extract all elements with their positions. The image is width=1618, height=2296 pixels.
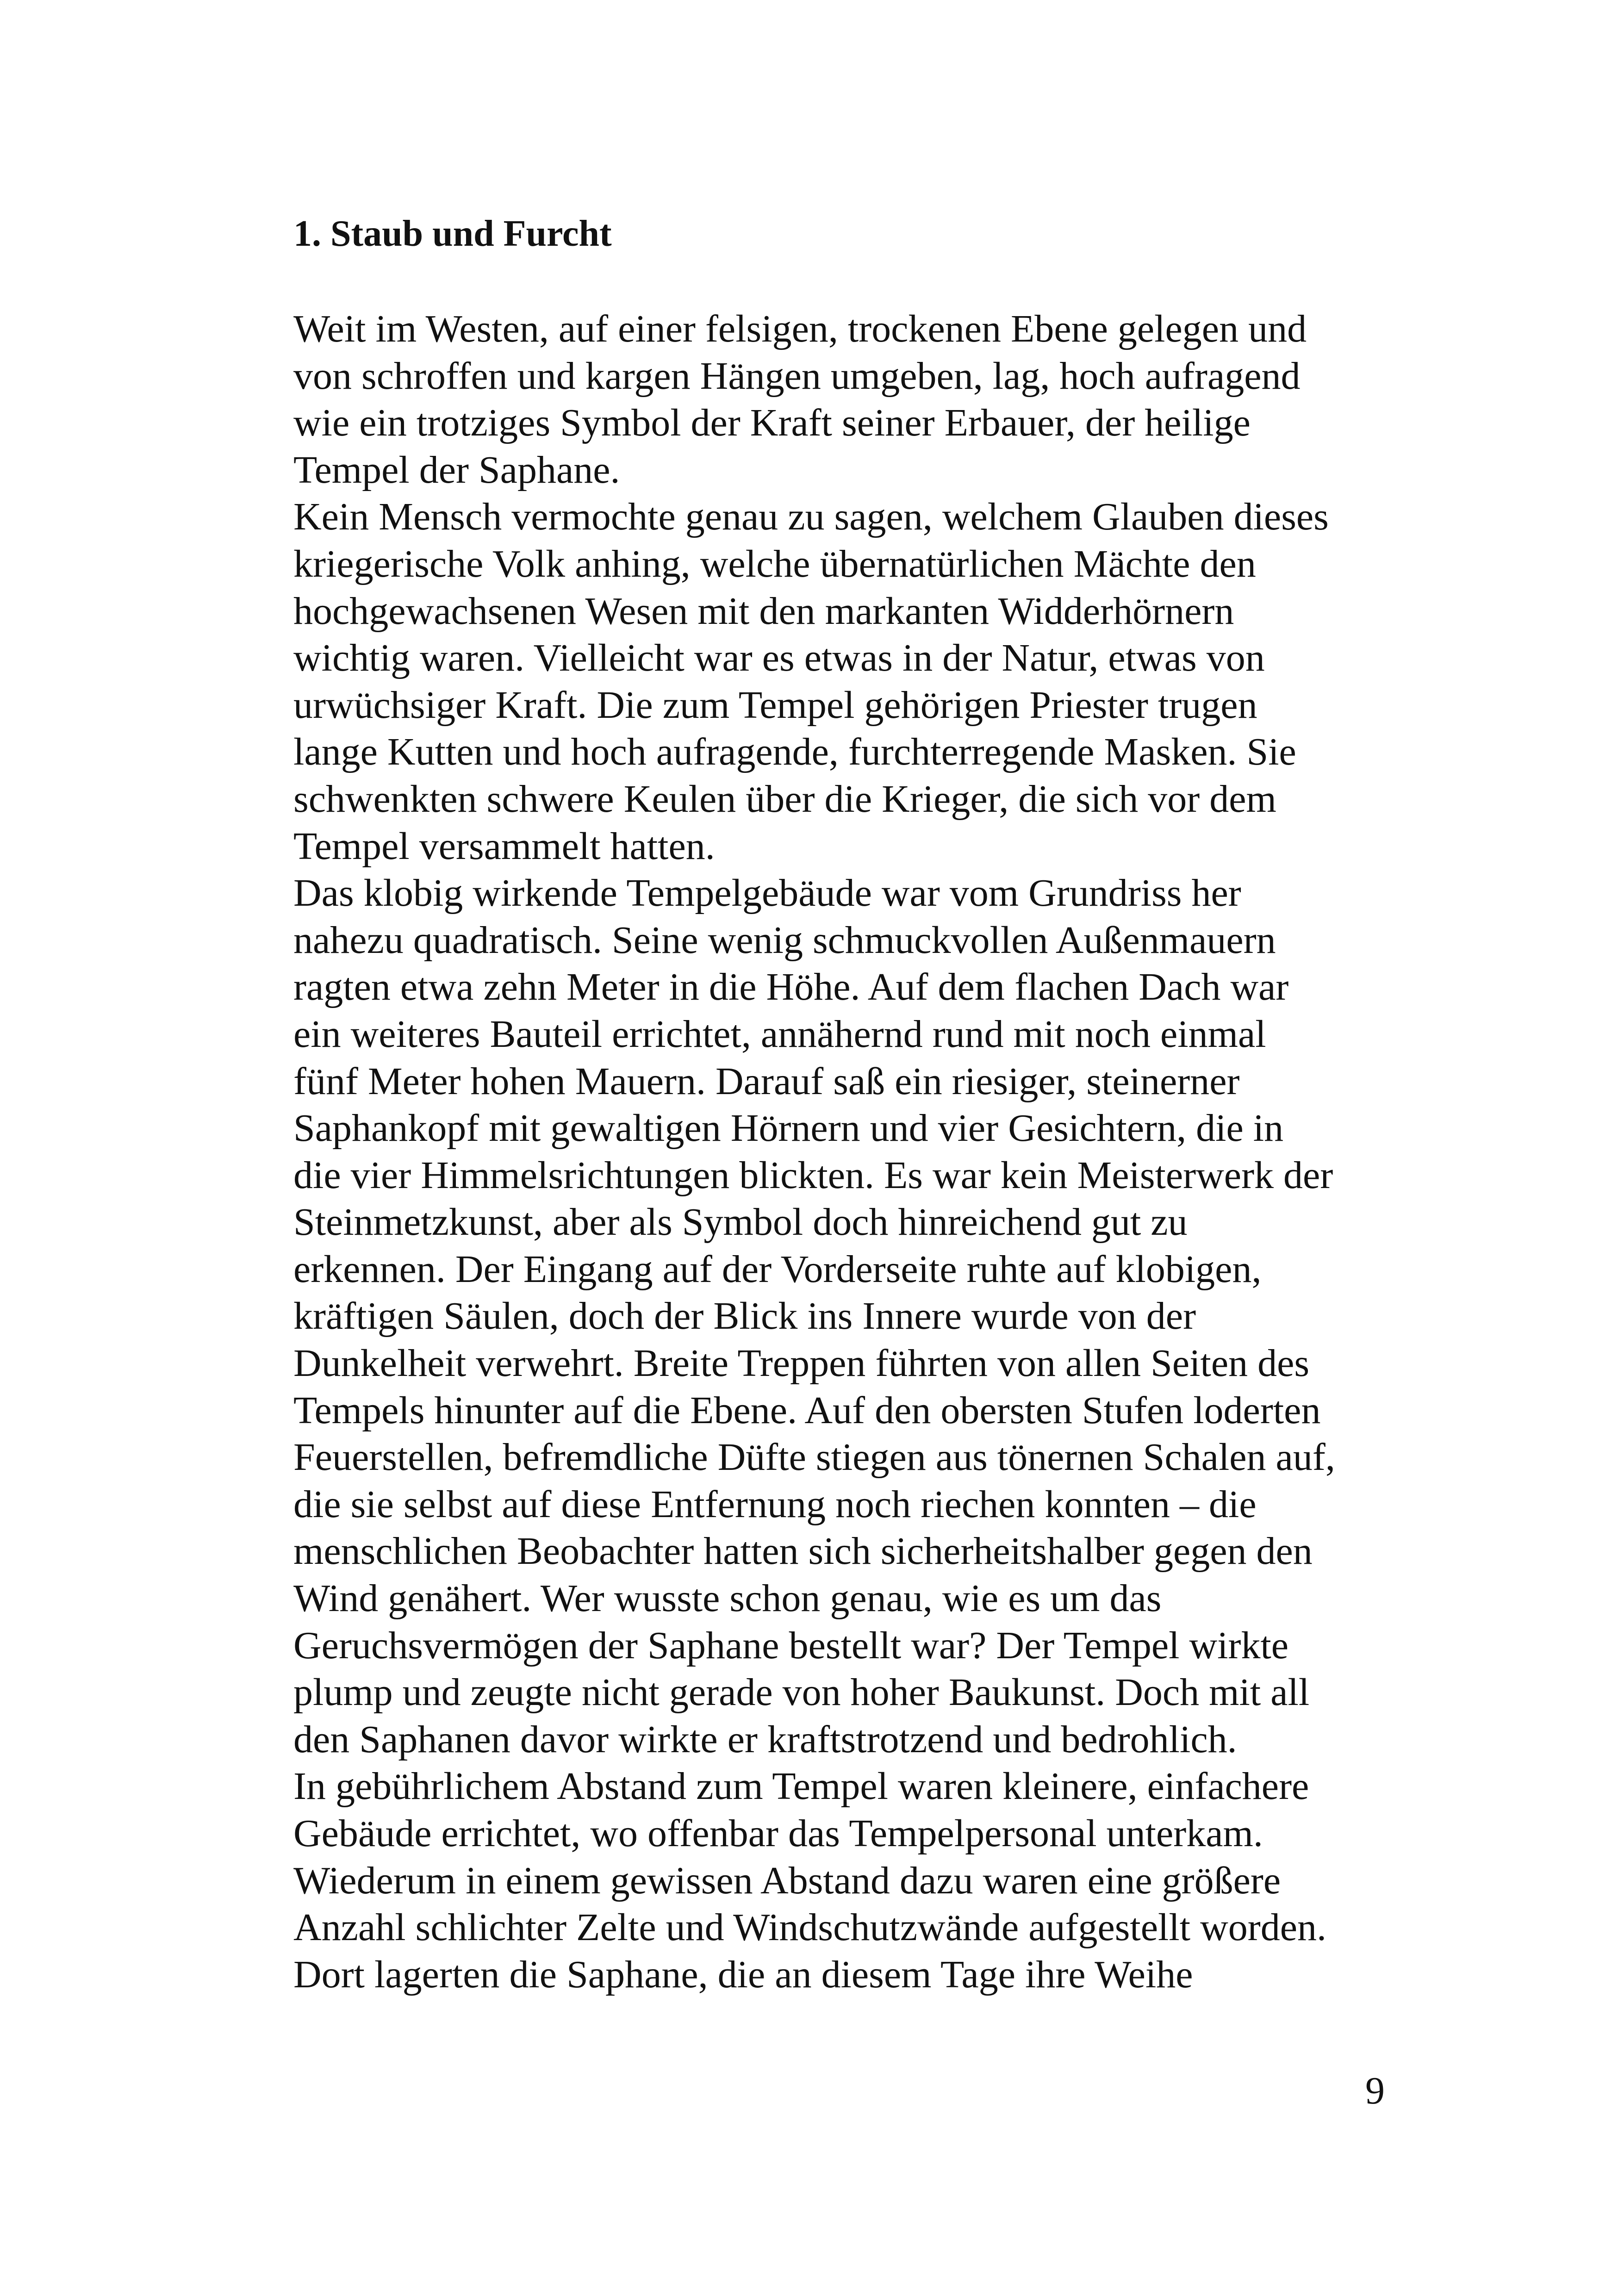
page-number: 9 <box>1365 2069 1385 2112</box>
text-line: Wiederum in einem gewissen Abstand dazu waren eine größere <box>293 1859 1281 1902</box>
text-line: erkennen. Der Eingang auf der Vorderseite ruhte auf klobigen, <box>293 1247 1262 1291</box>
text-line: von schroffen und kargen Hängen umgeben, lag, hoch aufragend <box>293 354 1301 398</box>
text-line: Tempels hinunter auf die Ebene. Auf den obersten Stufen loderten <box>293 1388 1321 1432</box>
text-line: fünf Meter hohen Mauern. Darauf saß ein riesiger, steinerner <box>293 1059 1240 1103</box>
text-line: Dort lagerten die Saphane, die an diesem Tage ihre Weihe <box>293 1953 1193 1996</box>
text-line: kriegerische Volk anhing, welche übernatürlichen Mächte den <box>293 542 1256 585</box>
text-line: urwüchsiger Kraft. Die zum Tempel gehörigen Priester trugen <box>293 683 1257 727</box>
chapter-body-text <box>293 305 1404 1998</box>
text-line: Geruchsvermögen der Saphane bestellt war? Der Tempel wirkte <box>293 1624 1289 1667</box>
text-line: In gebührlichem Abstand zum Tempel waren kleinere, einfachere <box>293 1765 1309 1808</box>
text-line: wichtig waren. Vielleicht war es etwas in der Natur, etwas von <box>293 636 1265 680</box>
text-line: Kein Mensch vermochte genau zu sagen, welchem Glauben dieses <box>293 495 1329 539</box>
text-line: Gebäude errichtet, wo offenbar das Tempelpersonal unterkam. <box>293 1812 1263 1855</box>
text-line: menschlichen Beobachter hatten sich sicherheitshalber gegen den <box>293 1530 1313 1573</box>
text-line: Wind genähert. Wer wusste schon genau, wie es um das <box>293 1577 1162 1620</box>
text-line: Steinmetzkunst, aber als Symbol doch hinreichend gut zu <box>293 1201 1188 1244</box>
text-line: lange Kutten und hoch aufragende, furchterregende Masken. Sie <box>293 730 1296 774</box>
text-line: schwenkten schwere Keulen über die Krieger, die sich vor dem <box>293 777 1276 821</box>
text-line: Anzahl schlichter Zelte und Windschutzwände aufgestellt worden. <box>293 1906 1326 1949</box>
text-line: kräftigen Säulen, doch der Blick ins Innere wurde von der <box>293 1294 1196 1338</box>
text-line: Dunkelheit verwehrt. Breite Treppen führten von allen Seiten des <box>293 1342 1310 1385</box>
text-line: Tempel versammelt hatten. <box>293 824 715 868</box>
text-line: Das klobig wirkende Tempelgebäude war vom Grundriss her <box>293 871 1241 915</box>
chapter-title: 1. Staub und Furcht <box>293 213 612 254</box>
text-line: Tempel der Saphane. <box>293 448 620 492</box>
text-line: Feuerstellen, befremdliche Düfte stiegen aus tönernen Schalen auf, <box>293 1436 1335 1479</box>
text-line: plump und zeugte nicht gerade von hoher Baukunst. Doch mit all <box>293 1671 1310 1714</box>
text-line: den Saphanen davor wirkte er kraftstrotzend und bedrohlich. <box>293 1717 1237 1761</box>
text-line: hochgewachsenen Wesen mit den markanten Widderhörnern <box>293 589 1234 633</box>
text-line: Weit im Westen, auf einer felsigen, trockenen Ebene gelegen und <box>293 307 1307 350</box>
text-line: nahezu quadratisch. Seine wenig schmuckvollen Außenmauern <box>293 918 1276 962</box>
text-line: wie ein trotziges Symbol der Kraft seiner Erbauer, der heilige <box>293 401 1251 445</box>
text-line: ragten etwa zehn Meter in die Höhe. Auf dem flachen Dach war <box>293 965 1289 1009</box>
text-line: Saphankopf mit gewaltigen Hörnern und vier Gesichtern, die in <box>293 1107 1284 1150</box>
text-line: ein weiteres Bauteil errichtet, annähernd rund mit noch einmal <box>293 1012 1266 1056</box>
text-line: die vier Himmelsrichtungen blickten. Es war kein Meisterwerk der <box>293 1153 1333 1197</box>
text-line: die sie selbst auf diese Entfernung noch riechen konnten – die <box>293 1482 1257 1526</box>
